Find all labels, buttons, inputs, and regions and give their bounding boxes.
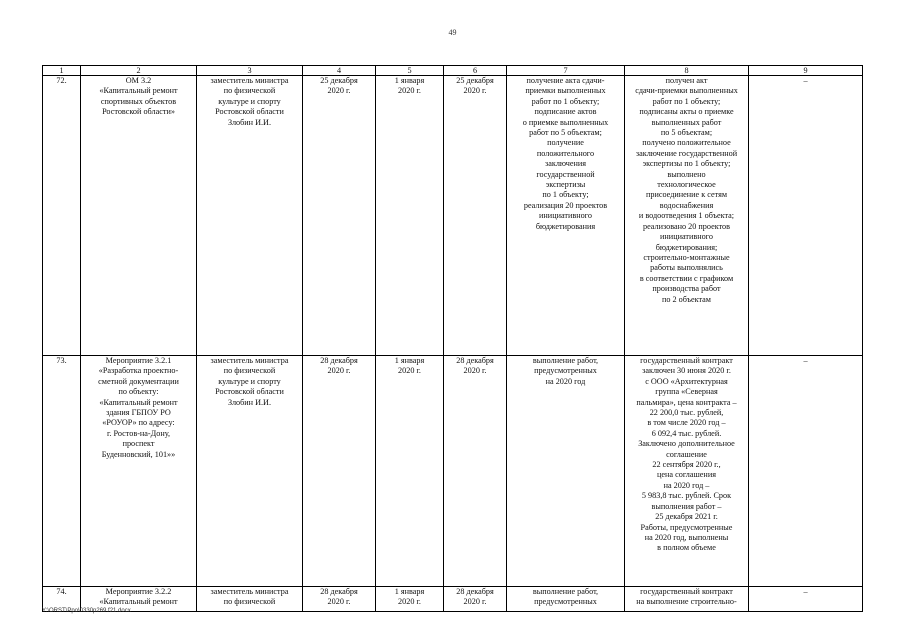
planned-date: 28 декабря 2020 г. [303,356,376,587]
column-header-3: 3 [197,66,303,76]
end-date: 25 декабря 2020 г. [444,76,507,356]
actual-result: государственный контракт на выполнение строительно- [625,587,749,612]
table-row [43,76,863,356]
column-header-1: 1 [43,66,81,76]
planned-date: 28 декабря 2020 г. [303,587,376,612]
start-date: 1 января 2020 г. [376,76,444,356]
column-header-7: 7 [507,66,625,76]
end-date: 28 декабря 2020 г. [444,587,507,612]
responsible-person: заместитель министра по физической культуре и спорту Ростовской области Злобин И.И. [197,356,303,587]
document-file-path: Y:\ORST\Ppo\0330p269.f21.docx [42,608,131,614]
activity-name: Мероприятие 3.2.1 «Разработка проектно- сметной документации по объекту: «Капитальный ремонт здания ГБПОУ РО «РОУОР» по адресу: г. Ростов-на-Дону, проспект Буденновский, 101»» [81,356,197,587]
column-header-5: 5 [376,66,444,76]
page-number: 49 [448,28,457,37]
row-number: 72. [43,76,81,356]
column-header-9: 9 [749,66,863,76]
column-header-4: 4 [303,66,376,76]
column-header-6: 6 [444,66,507,76]
actual-result: государственный контракт заключен 30 июня 2020 г. с ООО «Архитектурная группа «Северная пальмира», цена контракта – 22 200,0 тыс. рублей, в том числе 2020 год – 6 092,4 тыс. рублей. Заключено дополнительное соглашение 22 сентября 2020 г., цена соглашения на 2020 год – 5 983,8 тыс. рублей. Срок выполнения работ – 25 декабря 2021 г. Работы, предусмотренные на 2020 год, выполнены в полном объеме [625,356,749,587]
report-table [42,65,863,612]
row-number: 74. [43,587,81,612]
activity-name: ОМ 3.2 «Капитальный ремонт спортивных объектов Ростовской области» [81,76,197,356]
table-row [43,587,863,612]
note: – [749,76,863,356]
expected-result: выполнение работ, предусмотренных на 2020 год [507,356,625,587]
row-number: 73. [43,356,81,587]
actual-result: получен акт сдачи-приемки выполненных работ по 1 объекту; подписаны акты о приемке выполненных работ по 5 объектам; получено положительное заключение государственной экспертизы по 1 объекту; выполнено технологическое присоединение к сетям водоснабжения и водоотведения 1 объекта; реализовано 20 проектов инициативного бюджетирования; строительно-монтажные работы выполнялись в соответствии с графиком производства работ по 2 объектам [625,76,749,356]
expected-result: выполнение работ, предусмотренных [507,587,625,612]
start-date: 1 января 2020 г. [376,356,444,587]
note: – [749,356,863,587]
column-header-2: 2 [81,66,197,76]
planned-date: 25 декабря 2020 г. [303,76,376,356]
note: – [749,587,863,612]
activity-name: Мероприятие 3.2.2 «Капитальный ремонт [81,587,197,612]
expected-result: получение акта сдачи- приемки выполненных работ по 1 объекту; подписание актов о приемке выполненных работ по 5 объектам; получение положительного заключения государственной экспертизы по 1 объекту; реализация 20 проектов инициативного бюджетирования [507,76,625,356]
header-row [43,66,863,76]
end-date: 28 декабря 2020 г. [444,356,507,587]
start-date: 1 января 2020 г. [376,587,444,612]
responsible-person: заместитель министра по физической культуре и спорту Ростовской области Злобин И.И. [197,76,303,356]
column-header-8: 8 [625,66,749,76]
table-row [43,356,863,587]
responsible-person: заместитель министра по физической [197,587,303,612]
